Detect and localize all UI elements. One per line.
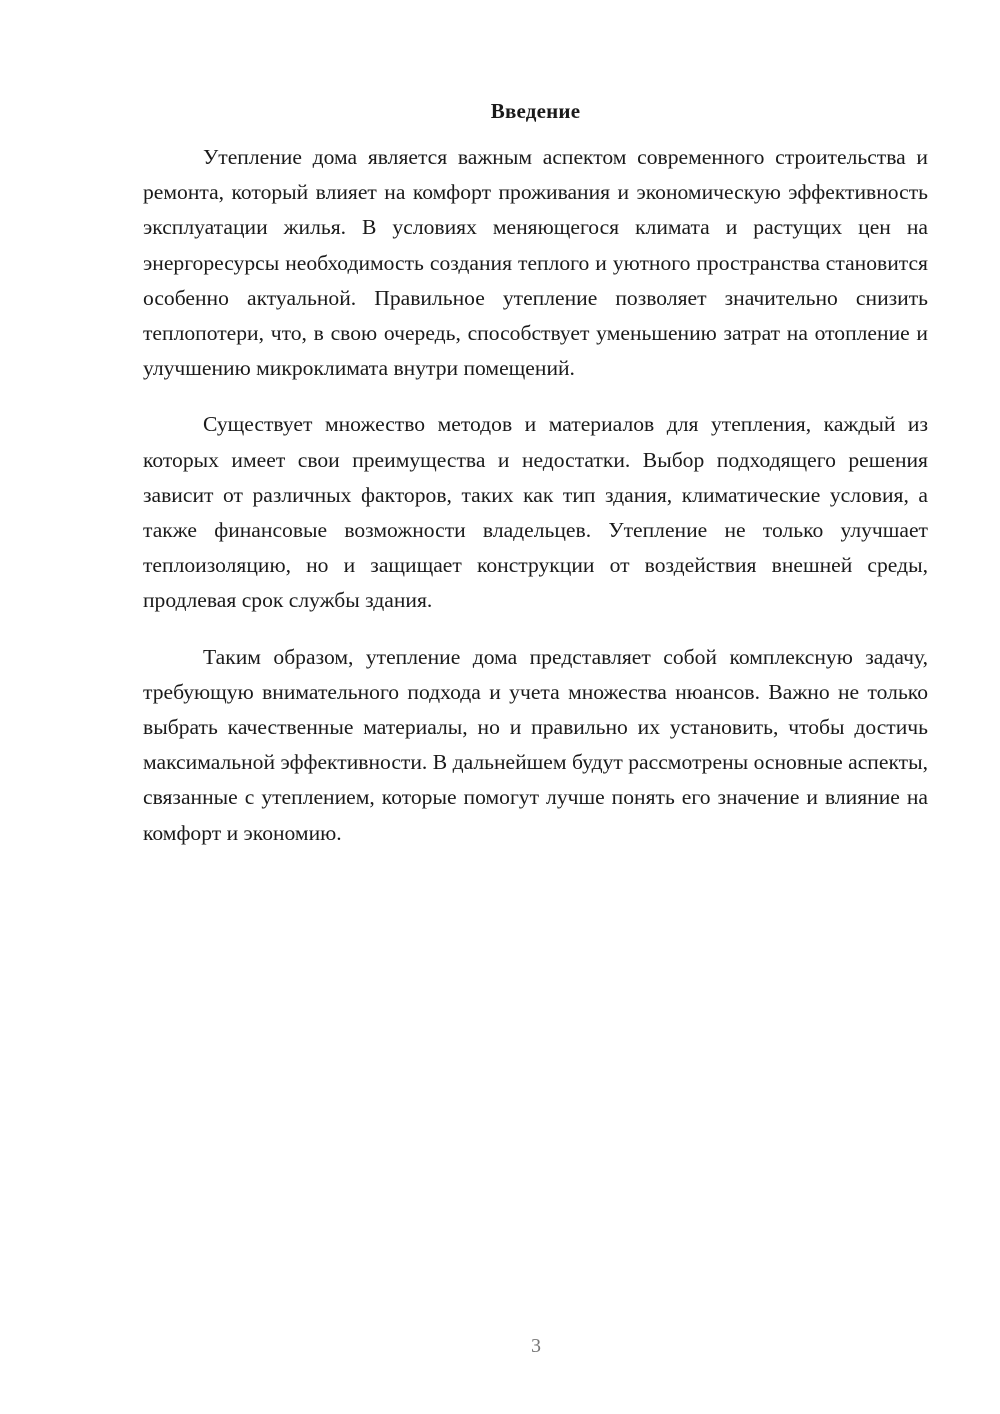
section-heading: Введение — [490, 99, 581, 123]
paragraph-3: Таким образом, утепление дома представляет собой комплексную задачу, требующую внимательного подхода и учета множества нюансов. Важно не только выбрать качественные материалы, но и правильно их установить, чтобы достичь максимальной эффективности. В дальнейшем будут рассмотрены основные аспекты, связанные с утеплением, которые помогут лучше понять его значение и влияние на комфорт и экономию. — [143, 644, 928, 845]
paragraph-1: Утепление дома является важным аспектом современного строительства и ремонта, который влияет на комфорт проживания и экономическую эффективность эксплуатации жилья. В условиях меняющегося климата и растущих цен на энергоресурсы необходимость создания теплого и уютного пространства становится особенно актуальной. Правильное утепление позволяет значительно снизить теплопотери, что, в свою очередь, способствует уменьшению затрат на отопление и улучшению микроклимата внутри помещений. — [143, 145, 928, 381]
page-number: 3 — [531, 1335, 541, 1357]
paragraph-2: Существует множество методов и материалов для утепления, каждый из которых имеет свои преимущества и недостатки. Выбор подходящего решения зависит от различных факторов, таких как тип здания, климатические условия, а также финансовые возможности владельцев. Утепление не только улучшает теплоизоляцию, но и защищает конструкции от воздействия внешней среды, продлевая срок службы здания. — [143, 412, 928, 613]
page-content — [143, 96, 928, 872]
